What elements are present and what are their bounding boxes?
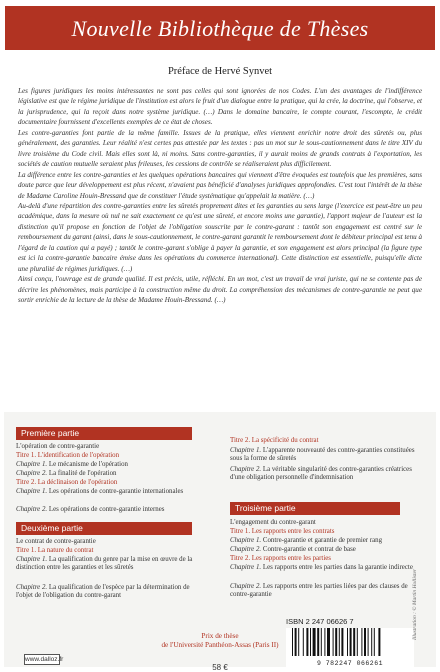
part-2-chapter-1: Chapitre 1. La qualification du genre par la mise en œuvre de la distinction entre les garanties et les sûretés	[16, 556, 193, 572]
part-2-titre-1: Titre 1. La nature du contrat	[16, 547, 94, 554]
part-3-chapter-2: Chapitre 2. Contre-garantie et contrat de base	[230, 546, 356, 553]
part-3-heading: Troisième partie	[230, 502, 400, 515]
preface-line: Préface de Hervé Synvet	[167, 66, 273, 77]
excerpt-paragraph-4: Au-delà d'une répartition des contre-garanties entre les sûretés proprement dites et les garanties au sens large (l'exercice est peut-être un peu académique, dans la mesure où nul ne sait exactement ce qu'est une sûreté, et encore moins une garantie), l'apport majeur de l'auteur est la distinction qu'il propose en fonction de l'objet de l'obligation souscrite par le contre-garant : tantôt son engagement est centré sur le remboursement du garant (ainsi, dans le sous-cautionnement, le contre-garant garantit le remboursement dont le débiteur principal est tenu à l'égard de la caution qui a payé) ; tantôt le contre-garant s'oblige à payer la garantie, et son engagement est alors principal (la figure type est ici la contre-garantie bancaire émise dans les opérations du commerce international). Cette distinction est essentielle, puisqu'elle dicte une pluralité de régimes juridiques. (…)	[18, 201, 422, 273]
prize-line-1: Prix de thèse	[201, 632, 239, 640]
barcode-digits: 9 782247 066261	[316, 660, 383, 667]
price: 58 €	[212, 663, 228, 672]
part-1-titre-1: Titre 1. L'identification de l'opération	[16, 452, 120, 459]
part-3-t2-chapter-2: Chapitre 2. Les rapports entre les parties liées par des clauses de contre-garantie	[230, 583, 408, 599]
excerpt-paragraph-1: Les figures juridiques les moins intéressantes ne sont pas celles qui sont ignorées de nos Codes. L'un des avantages de l'indifférence législative est que le régime juridique de l'institution est alors le fruit d'un dialogue entre la pratique, qui la crée, la doctrine, qui l'observe, et la jurisprudence, qui la reçoit dans notre système juridique. (…) Dans le domaine bancaire, le compte courant, l'escompte, le crédit documentaire fournissent d'excellents exemples de ce état de choses.	[18, 87, 422, 127]
part-3-titre-2: Titre 2. Les rapports entre les parties	[230, 555, 331, 562]
excerpt-paragraph-5: Ainsi conçu, l'ouvrage est de grande qualité. Il est précis, utile, réfléchi. En un mot, c'est un travail de vrai juriste, qui ne se contente pas de décrire les phénomènes, mais participe à la construction même du droit. La compréhension des mécanismes de contre-garantie ne peut que sortir enrichie de la lecture de la thèse de Madame Houin-Bressand. (…)	[18, 275, 422, 305]
illustration-credit: Illustration : © Martin Hollister	[412, 568, 418, 640]
part-1-right-titre-2: Titre 2. La spécificité du contrat	[230, 437, 319, 444]
series-banner	[5, 6, 435, 50]
part-1-intro: L'opération de contre-garantie	[16, 443, 100, 450]
part-2-intro: Le contrat de contre-garantie	[16, 538, 96, 545]
part-1-heading: Première partie	[16, 427, 192, 440]
series-title: Nouvelle Bibliothèque de Thèses	[71, 16, 369, 41]
preface-excerpt	[18, 86, 422, 306]
part-1-t2-chapter-1: Chapitre 1. Les opérations de contre-garantie internationales	[16, 488, 184, 495]
part-2-heading: Deuxième partie	[16, 522, 192, 535]
part-1-chapter-1: Chapitre 1. Le mécanisme de l'opération	[16, 461, 128, 468]
part-3-titre-1: Titre 1. Les rapports entre les contrats	[230, 528, 335, 535]
part-1-chapter-2: Chapitre 2. La finalité de l'opération	[16, 470, 117, 477]
isbn-label: ISBN 2 247 06626 7	[286, 617, 354, 626]
part-1-t2-chapter-2: Chapitre 2. Les opérations de contre-garantie internes	[16, 506, 165, 513]
part-2-chapter-2: Chapitre 2. La qualification de l'espèce par la détermination de l'objet de l'obligation du contre-garant	[16, 584, 190, 600]
part-3-chapter-1: Chapitre 1. Contre-garantie et garantie de premier rang	[230, 537, 383, 544]
part-3-t2-chapter-1: Chapitre 1. Les rapports entre les parties dans la garantie indirecte	[230, 564, 413, 571]
prize-line-2: de l'Université Panthéon-Assas (Paris II)	[161, 641, 279, 649]
part-1-titre-2: Titre 2. La déclinaison de l'opération	[16, 479, 118, 486]
excerpt-paragraph-3: La différence entre les contre-garanties et les quelques opérations bancaires qui viennent d'être évoquées est toutefois que les premières, sans doute parce que leur développement est plus récent, n'avaient pas bénéficié d'analyses juridiques approfondies. C'est tout l'intérêt de la thèse de Madame Caroline Houin-Bressand que de constituer l'étude systématique qu'appelait la matière. (…)	[18, 170, 422, 200]
publisher-url[interactable]: www.dalloz.fr	[25, 656, 64, 663]
excerpt-paragraph-2: Les contre-garanties font partie de la même famille. Issues de la pratique, elles viennent enrichir notre droit des sûretés ou, plus généralement, des garanties. Leur réalité n'est certes pas attestée par les textes : pas un mot sur le sous-cautionnement dans le titre XIV du livre troisième du Code civil. Mais elles sont là, ni moins. Sans contre-garanties, il y aurait moins de grands contrats à l'exportation, les sociétés de caution mutuelle seraient plus frileuses, les cessions de contrôle se réaliseraient plus difficilement.	[18, 128, 422, 169]
part-3-intro: L'engagement du contre-garant	[230, 519, 316, 526]
part-1-right-chapter-2: Chapitre 2. La véritable singularité des contre-garanties créatrices d'une obligation personnelle d'indemnisation	[230, 466, 412, 482]
part-1-right-chapter-1: Chapitre 1. L'apparente nouveauté des contre-garanties constituées sous la forme de sûretés	[230, 447, 415, 463]
